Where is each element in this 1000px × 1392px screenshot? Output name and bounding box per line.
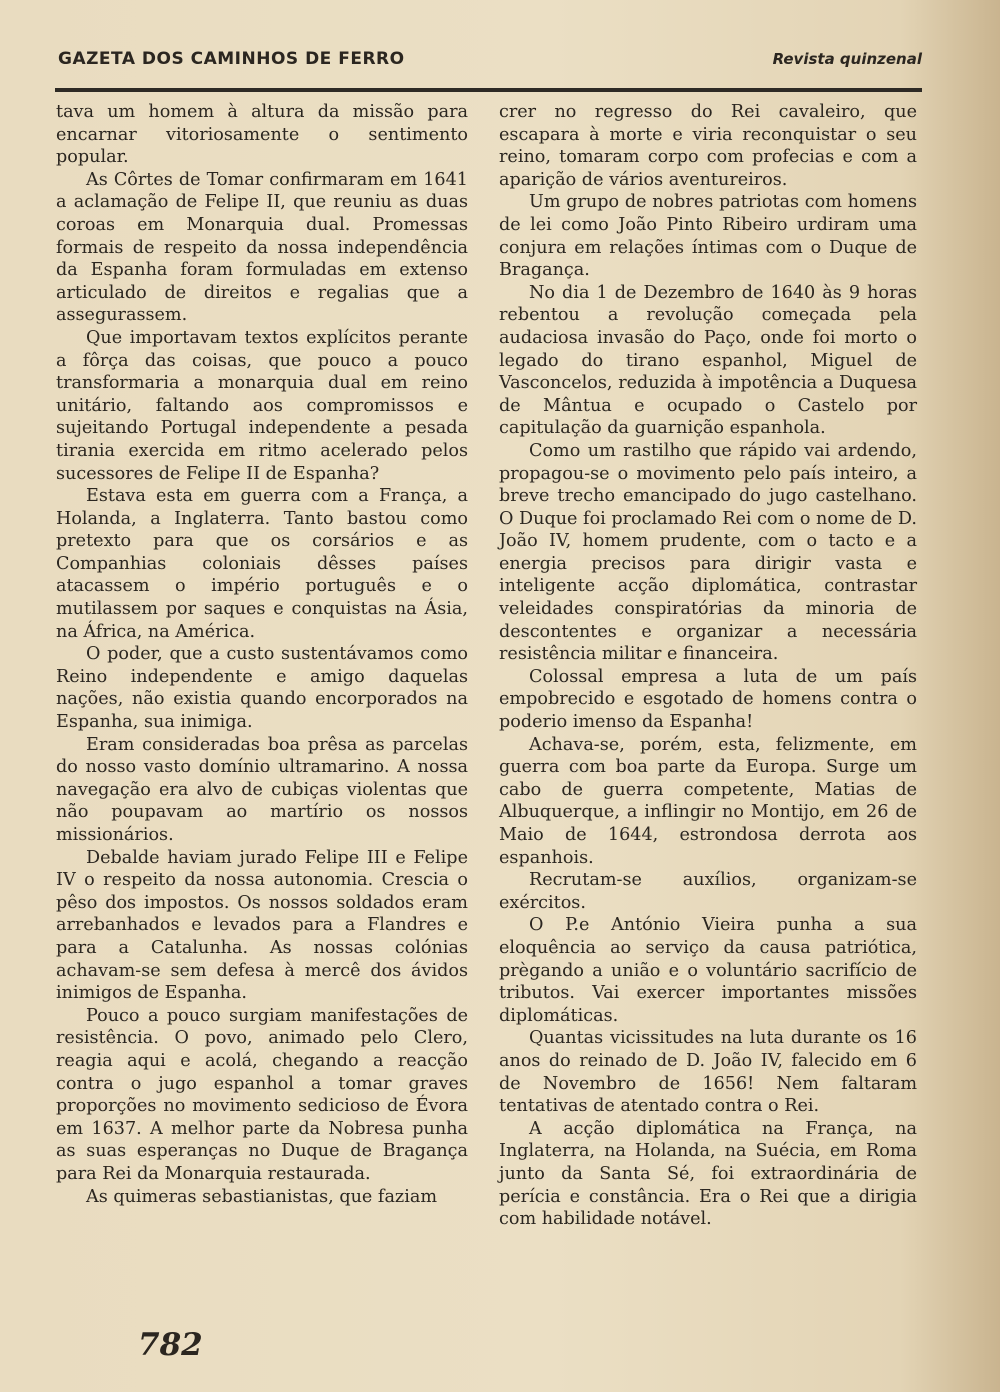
paragraph: Um grupo de nobres patriotas com homens de lei como João Pinto Ribeiro urdiram uma conjura em relações íntimas com o Duque de Bragança. (499, 192, 917, 281)
paragraph: Quantas vicissitudes na luta durante os 16 anos do reinado de D. João IV, falecido em 6 de Novembro de 1656! Nem faltaram tentativas de atentado contra o Rei. (499, 1028, 917, 1117)
paragraph: A acção diplomática na França, na Inglaterra, na Holanda, na Suécia, em Roma junto da Santa Sé, foi extraordinária de perícia e constância. Era o Rei que a dirigia com habilidade notável. (499, 1118, 917, 1230)
paragraph: Achava-se, porém, esta, felizmente, em guerra com boa parte da Europa. Surge um cabo de guerra competente, Matias de Albuquerque, a inflingir no Montijo, em 26 de Maio de 1644, estrondosa derrota aos espanhois. (499, 734, 917, 868)
journal-title: GAZETA DOS CAMINHOS DE FERRO (58, 49, 405, 69)
paragraph: Estava esta em guerra com a França, a Holanda, a Inglaterra. Tanto bastou como pretexto para que os corsários e as Companhias coloniais dêsses países atacassem o império português e o mutilassem por saques e conquistas na Ásia, na África, na América. (56, 486, 468, 642)
paragraph: Que importavam textos explícitos perante a fôrça das coisas, que pouco a pouco transformaria a monarquia dual em reino unitário, faltando aos compromissos e sujeitando Portugal independente a pesada tirania exercida em ritmo acelerado pelos sucessores de Felipe II de Espanha? (56, 327, 468, 484)
paragraph: Eram consideradas boa prêsa as parcelas do nosso vasto domínio ultramarino. A nossa navegação era alvo de cubiças violentas que não poupavam ao martírio os nossos missionários. (56, 734, 468, 845)
left-column (56, 101, 468, 1208)
paragraph: Colossal empresa a luta de um país empobrecido e esgotado de homens contra o poderio imenso da Espanha! (499, 666, 917, 733)
paragraph: Pouco a pouco surgiam manifestações de resistência. O povo, animado pelo Clero, reagia aqui e acolá, chegando a reacção contra o jugo espanhol a tomar graves proporções no movimento sedicioso de Évora em 1637. A melhor parte da Nobresa punha as suas esperanças no Duque de Bragança para Rei da Monarquia restaurada. (56, 1005, 468, 1184)
paragraph: Debalde haviam jurado Felipe III e Felipe IV o respeito da nossa autonomia. Crescia o pêso dos impostos. Os nossos soldados eram arrebanhados e levados para a Flandres e para a Catalunha. As nossas colónias achavam-se sem defesa à mercê dos ávidos inimigos de Espanha. (56, 847, 468, 1004)
right-column (499, 101, 917, 1231)
journal-subtitle: Revista quinzenal (772, 50, 922, 68)
paragraph: As Côrtes de Tomar confirmaram em 1641 a aclamação de Felipe II, que reuniu as duas coroas em Monarquia dual. Promessas formais de respeito da nossa independência da Espanha foram formuladas em extenso articulado de direitos e regalias que a assegurassem. (56, 169, 468, 326)
paragraph: Como um rastilho que rápido vai ardendo, propagou-se o movimento pelo país inteiro, a breve trecho emancipado do jugo castelhano. O Duque foi proclamado Rei com o nome de D. João IV, homem prudente, com o tacto e a energia precisos para dirigir vasta e inteligente acção diplomática, contrastar veleidades conspiratórias da minoria de descontentes e organizar a necessária resistência militar e financeira. (499, 440, 917, 665)
paragraph: O poder, que a custo sustentávamos como Reino independente e amigo daquelas nações, não existia quando encorporados na Espanha, sua inimiga. (56, 644, 468, 733)
paragraph: O P.e António Vieira punha a sua eloquência ao serviço da causa patriótica, prègando a união e o voluntário sacrifício de tributos. Vai exercer importantes missões diplomáticas. (499, 915, 917, 1026)
page-header (58, 44, 922, 74)
header-rule (55, 88, 922, 92)
paragraph: crer no regresso do Rei cavaleiro, que escapara à morte e viria reconquistar o seu reino, tomaram corpo com profecias e com a aparição de vários aventureiros. (499, 102, 917, 190)
paragraph: Recrutam-se auxílios, organizam-se exércitos. (499, 870, 917, 913)
paragraph: As quimeras sebastianistas, que faziam (86, 1186, 437, 1207)
paragraph: tava um homem à altura da missão para encarnar vitoriosamente o sentimento popular. (56, 102, 468, 168)
page-number: 782 (138, 1327, 203, 1363)
paragraph: No dia 1 de Dezembro de 1640 às 9 horas rebentou a revolução começada pela audaciosa invasão do Paço, onde foi morto o legado do tirano espanhol, Miguel de Vasconcelos, reduzida à impotência a Duquesa de Mântua e ocupado o Castelo por capitulação da guarnição espanhola. (499, 282, 917, 439)
